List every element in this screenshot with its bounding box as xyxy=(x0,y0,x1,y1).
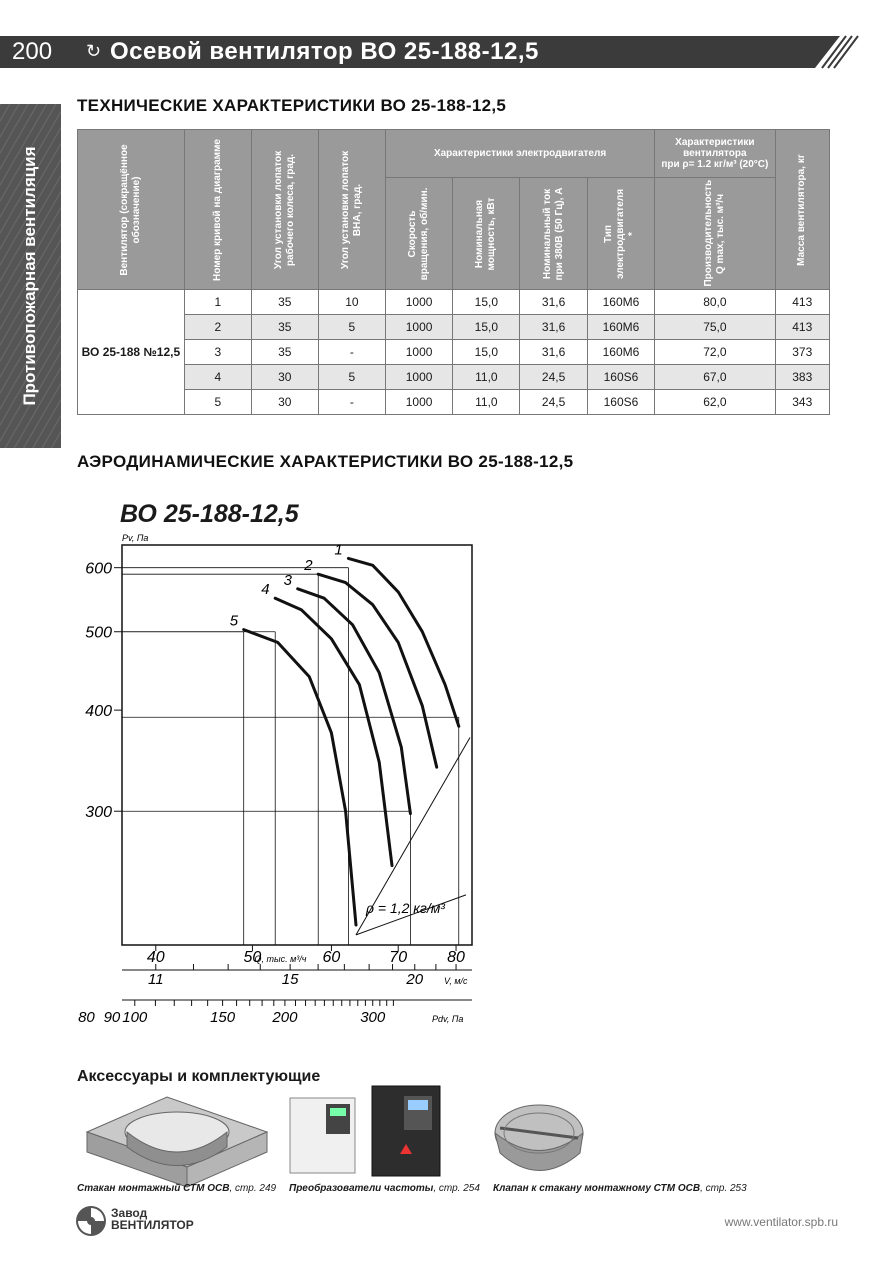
th-fan: Вентилятор (сокращённое обозначение) xyxy=(118,143,142,276)
cell: 5 xyxy=(318,365,385,390)
y-tick-label: 300 xyxy=(85,804,112,822)
cell: 80,0 xyxy=(655,290,775,315)
cell: 5 xyxy=(184,390,251,415)
pressure-tick-label: 90 xyxy=(103,1009,121,1026)
th-fan-group-line2: вентилятора xyxy=(683,148,747,159)
accessory-name: Преобразователи частоты xyxy=(289,1183,434,1194)
side-tab xyxy=(0,104,61,448)
table-row xyxy=(78,365,830,390)
curve-label: 3 xyxy=(283,571,292,589)
tech-heading: ТЕХНИЧЕСКИЕ ХАРАКТЕРИСТИКИ ВО 25-188-12,5 xyxy=(77,96,507,115)
table-row xyxy=(78,390,830,415)
cell: 160S6 xyxy=(587,390,654,415)
th-mass: Масса вентилятора, кг xyxy=(796,153,808,266)
cell: 15,0 xyxy=(453,340,520,365)
curve-label: 2 xyxy=(304,557,313,575)
cell: 160M6 xyxy=(587,340,654,365)
cell: 15,0 xyxy=(453,290,520,315)
th-power: Номинальная мощность, кВт xyxy=(474,197,498,270)
cell: 11,0 xyxy=(453,390,520,415)
pressure-axis-label: Pdv, Па xyxy=(432,1014,464,1024)
cell: 160M6 xyxy=(587,290,654,315)
cell: 160M6 xyxy=(587,315,654,340)
cell: 10 xyxy=(318,290,385,315)
header-stripes xyxy=(800,36,893,68)
table-row xyxy=(78,290,830,315)
cell: 1000 xyxy=(385,365,452,390)
th-fan-group-line1: Характеристики xyxy=(675,137,755,148)
cell: 31,6 xyxy=(520,315,587,340)
cell: 1000 xyxy=(385,315,452,340)
accessory-page: , стр. 249 xyxy=(229,1183,277,1194)
logo-line1: Завод xyxy=(111,1206,148,1220)
cell: 31,6 xyxy=(520,340,587,365)
pressure-tick-label: 300 xyxy=(360,1009,386,1026)
footer-url: www.ventilator.spb.ru xyxy=(724,1215,838,1229)
y-tick-label: 400 xyxy=(85,703,112,721)
fan-logo-icon: ↻ xyxy=(86,41,102,61)
velocity-tick-label: 11 xyxy=(147,971,164,988)
cell: 4 xyxy=(184,365,251,390)
cell: 2 xyxy=(184,315,251,340)
accessories-heading: Аксессуары и комплектующие xyxy=(77,1068,321,1085)
th-fan-group xyxy=(655,130,775,178)
accessory-caption-1 xyxy=(77,1183,276,1194)
cell: 413 xyxy=(775,290,829,315)
curve-label: 4 xyxy=(261,581,270,599)
page-title: Осевой вентилятор ВО 25-188-12,5 xyxy=(110,38,539,65)
curve-label: 5 xyxy=(229,612,239,630)
accessory-page: , стр. 253 xyxy=(700,1183,747,1194)
x-tick-label: 60 xyxy=(322,949,341,966)
cell: 1000 xyxy=(385,340,452,365)
cell: 31,6 xyxy=(520,290,587,315)
y-tick-label: 500 xyxy=(85,624,112,642)
pressure-tick-label: 200 xyxy=(272,1009,298,1026)
table-row xyxy=(78,340,830,365)
cell: 15,0 xyxy=(453,315,520,340)
cell: 72,0 xyxy=(655,340,775,365)
accessory-name: Клапан к стакану монтажному СТМ ОСВ xyxy=(493,1183,701,1194)
page-header xyxy=(0,36,893,68)
th-current: Номинальный ток при 380В (50 Гц), А xyxy=(541,187,565,280)
th-motor-group: Характеристики электродвигателя xyxy=(385,130,654,178)
cell: 35 xyxy=(251,315,318,340)
th-capacity: Производительность Q max, тыс. м³/ч xyxy=(702,179,726,286)
cell: 1000 xyxy=(385,390,452,415)
cell: 1 xyxy=(184,290,251,315)
frequency-converters-image xyxy=(288,1084,448,1179)
cell: 413 xyxy=(775,315,829,340)
aero-chart xyxy=(80,525,480,1035)
cell: 373 xyxy=(775,340,829,365)
company-logo-text xyxy=(111,1207,194,1231)
x-tick-label: 70 xyxy=(389,949,408,966)
mounting-sleeve-image xyxy=(77,1092,277,1182)
density-label: ρ = 1,2 кг/м³ xyxy=(365,899,445,916)
plot-frame xyxy=(122,545,472,945)
pressure-tick-label: 100 xyxy=(122,1009,148,1026)
cell: 160S6 xyxy=(587,365,654,390)
cell: - xyxy=(318,390,385,415)
x-tick-label: 40 xyxy=(146,949,165,966)
spec-table xyxy=(77,129,830,415)
damper-valve-image xyxy=(492,1098,587,1178)
cell: 24,5 xyxy=(520,365,587,390)
y-tick-label: 600 xyxy=(85,560,112,578)
cell: 30 xyxy=(251,365,318,390)
cell: 24,5 xyxy=(520,390,587,415)
company-logo-icon xyxy=(75,1205,107,1237)
model-cell: ВО 25-188 №12,5 xyxy=(78,290,185,415)
cell: 35 xyxy=(251,340,318,365)
x-tick-label: 80 xyxy=(447,949,465,966)
accessory-name: Стакан монтажный СТМ ОСВ xyxy=(77,1183,230,1194)
th-motor-type: Тип электродвигателя * xyxy=(602,188,638,279)
cell: - xyxy=(318,340,385,365)
cell: 67,0 xyxy=(655,365,775,390)
curve-label: 1 xyxy=(334,541,343,559)
cell: 343 xyxy=(775,390,829,415)
chart-title: ВО 25-188-12,5 xyxy=(120,500,299,528)
th-vna-angle: Угол установки лопаток ВНА, град. xyxy=(339,150,363,269)
velocity-tick-label: 20 xyxy=(406,971,424,988)
cell: 1000 xyxy=(385,290,452,315)
cell: 5 xyxy=(318,315,385,340)
accessory-caption-3 xyxy=(493,1183,747,1194)
th-blade-angle: Угол установки лопаток рабочего колеса, град. xyxy=(272,150,296,269)
cell: 11,0 xyxy=(453,365,520,390)
th-curve: Номер кривой на диаграмме xyxy=(211,138,223,281)
page-number: 200 xyxy=(12,38,53,65)
cell: 62,0 xyxy=(655,390,775,415)
velocity-tick-label: 15 xyxy=(281,971,299,988)
table-row xyxy=(78,315,830,340)
side-tab-label: Противопожарная вентиляция xyxy=(20,146,39,406)
x-tick-label: 50 xyxy=(243,949,262,966)
pressure-tick-label: 150 xyxy=(210,1009,236,1026)
cell: 35 xyxy=(251,290,318,315)
y-axis-label: Pv, Па xyxy=(122,533,149,543)
logo-line2: ВЕНТИЛЯТОР xyxy=(111,1218,194,1232)
aero-heading: АЭРОДИНАМИЧЕСКИЕ ХАРАКТЕРИСТИКИ ВО 25-188-12,5 xyxy=(77,452,574,471)
cell: 383 xyxy=(775,365,829,390)
cell: 30 xyxy=(251,390,318,415)
cell: 75,0 xyxy=(655,315,775,340)
cell: 3 xyxy=(184,340,251,365)
th-fan-group-line3: при ρ= 1.2 кг/м³ (20°С) xyxy=(661,159,769,170)
pressure-tick-label: 80 xyxy=(78,1009,95,1026)
accessory-page: , стр. 254 xyxy=(433,1183,480,1194)
velocity-axis-label: V, м/с xyxy=(444,976,468,986)
x-axis-label: Q, тыс. м³/ч xyxy=(254,954,307,964)
th-speed: Скорость вращения, об/мин. xyxy=(407,187,431,280)
accessory-caption-2 xyxy=(289,1183,480,1194)
